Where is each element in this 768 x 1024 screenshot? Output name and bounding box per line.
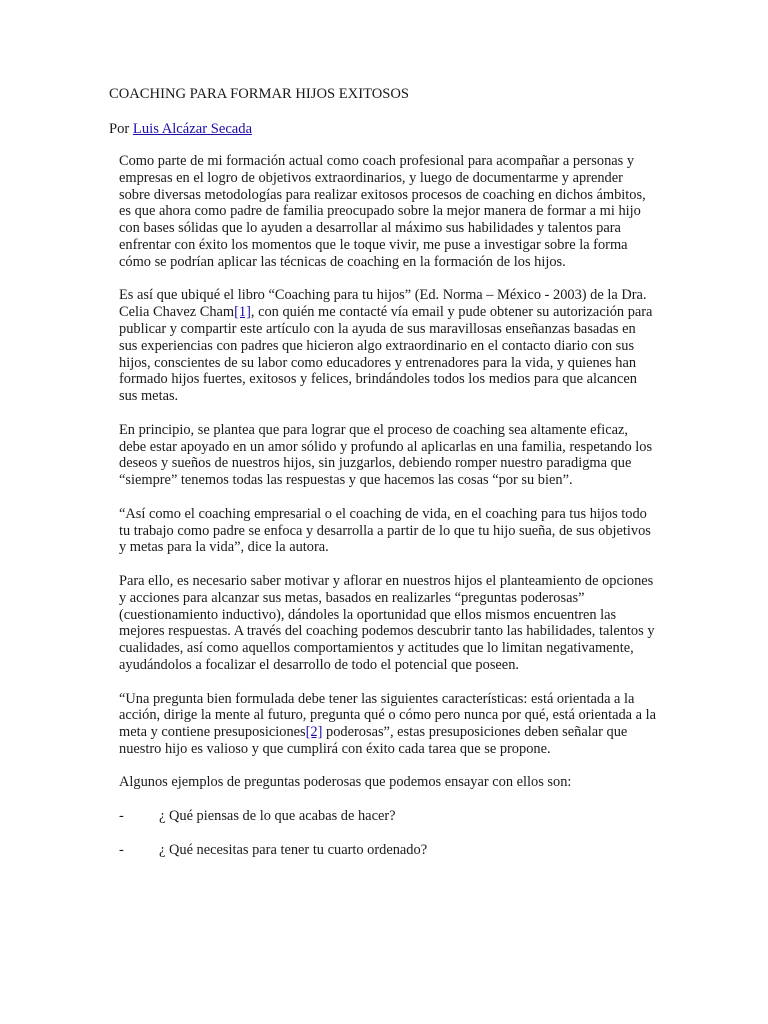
paragraph-6-text-b: poderosas”, estas presuposiciones deben señalar que nuestro hijo es valioso y que cumplirá con éxito cada tarea que se propone. <box>119 724 628 757</box>
list-item <box>119 842 657 859</box>
paragraph-2-text-b: , con quién me contacté vía email y pude obtener su autorización para publicar y compartir este artículo con la ayuda de sus maravillosas enseñanzas basadas en sus experiencias con padres que hicieron algo extraordinario en el contacto diario con sus hijos, conscientes de su labor como educadores y entrenadores para la vida, y quienes han formado hijos fuertes, exitosos y felices, brindándoles todos los medios para que alcancen sus metas. <box>119 304 653 405</box>
footnote-link-2[interactable]: [2] <box>305 724 323 741</box>
list-item <box>119 808 657 825</box>
list-dash: - <box>119 808 124 825</box>
list-dash: - <box>119 841 124 858</box>
list-item-text: ¿ Qué necesitas para tener tu cuarto ordenado? <box>159 841 428 858</box>
document-title: COACHING PARA FORMAR HIJOS EXITOSOS <box>109 86 410 102</box>
paragraph-2 <box>119 287 657 405</box>
paragraph-6 <box>119 691 657 758</box>
paragraph-5: Para ello, es necesario saber motivar y aflorar en nuestros hijos el planteamiento de opciones y acciones para alcanzar sus metas, basados en realizarles “preguntas poderosas” (cuestionamiento inductivo), dándoles la oportunidad que ellos mismos encuentren las mejores respuestas. A través del coaching podemos descubrir tanto las habilidades, talentos y cualidades, así como aquellos comportamientos y actitudes que lo limitan negativamente, ayudándolos a focalizar el desarrollo de todo el potencial que poseen. <box>119 572 655 673</box>
paragraph-7: Algunos ejemplos de preguntas poderosas que podemos ensayar con ellos son: <box>119 774 572 791</box>
paragraph-1: Como parte de mi formación actual como coach profesional para acompañar a personas y empresas en el logro de objetivos extraordinarios, y luego de documentarme y aprender sobre diversas metodologías para realizar exitosos procesos de coaching en dichos ámbitos, es que ahora como padre de familia preocupado sobre la mejor manera de formar a mi hijo con bases sólidas que lo ayuden a desarrollar al máximo sus habilidades y talentos para enfrentar con éxito los momentos que le toque vivir, me puse a investigar sobre la forma cómo se podrían aplicar las técnicas de coaching en la formación de los hijos. <box>119 153 646 270</box>
list-item-text: ¿ Qué piensas de lo que acabas de hacer? <box>159 808 396 825</box>
paragraph-4: “Así como el coaching empresarial o el coaching de vida, en el coaching para tus hijos todo tu trabajo como padre se enfoca y desarrolla a partir de lo que tu hijo sueña, de sus objetivos y metas para la vida”, dice la autora. <box>119 505 651 556</box>
article-body <box>119 153 657 875</box>
footnote-link-1[interactable]: [1] <box>234 304 251 321</box>
paragraph-6-text-a: “Una pregunta bien formulada debe tener las siguientes características: está orientada a la acción, dirige la mente al futuro, pregunta qué o cómo pero nunca por qué, está orientada a la meta y contiene presuposiciones <box>119 690 657 741</box>
byline-prefix: Por <box>109 121 133 137</box>
author-link[interactable]: Luis Alcázar Secada <box>132 121 253 137</box>
paragraph-2-text-a: Es así que ubiqué el libro “Coaching para tu hijos” (Ed. Norma – México - 2003) de la Dra. Celia Chavez Cham <box>119 287 647 321</box>
paragraph-3: En principio, se plantea que para lograr que el proceso de coaching sea altamente eficaz, debe estar apoyado en un amor sólido y profundo al aplicarlas en una familia, respetando los deseos y sueños de nuestros hijos, sin juzgarlos, debiendo romper nuestro paradigma que “siempre” tenemos todas las respuestas y que hacemos las cosas “por su bien”. <box>119 421 653 489</box>
byline <box>109 120 252 138</box>
